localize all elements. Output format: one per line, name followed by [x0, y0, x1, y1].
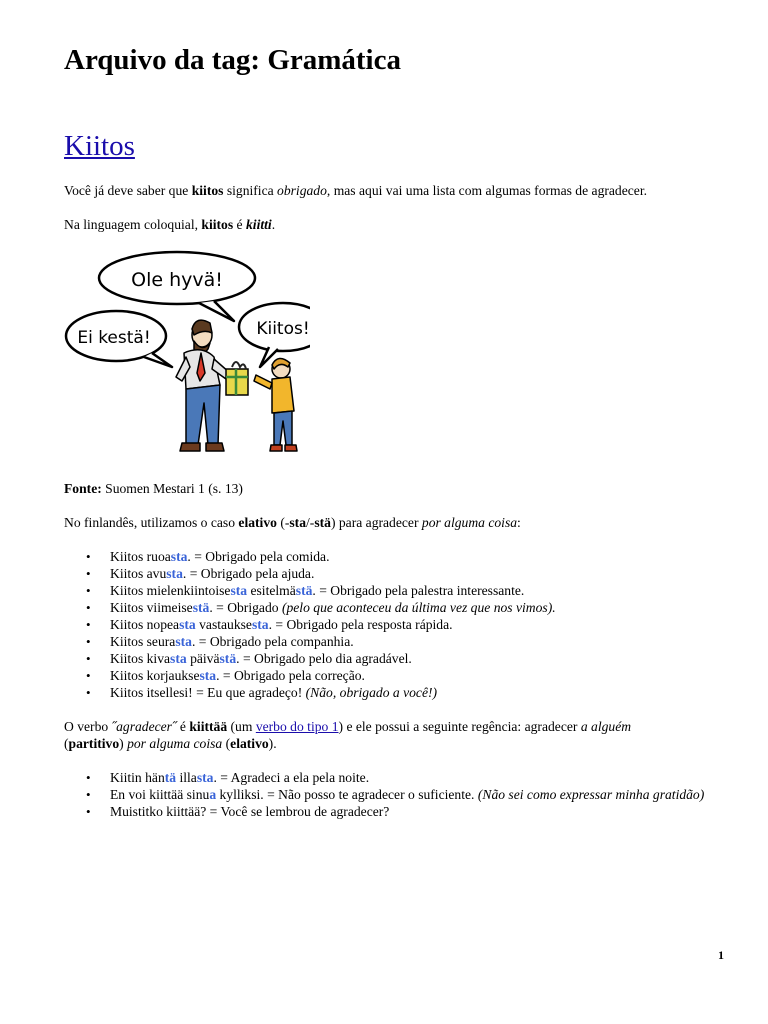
li-suffix: sta [170, 651, 187, 666]
li-text: illa [176, 770, 197, 785]
li-suffix: sta [230, 583, 248, 598]
li-text: . = Agradeci a ela pela noite. [213, 770, 370, 785]
li-text: . = Obrigado pelo dia agradável. [236, 651, 412, 666]
archive-prefix: Arquivo da tag: [64, 44, 268, 76]
kiitos-illustration [64, 249, 310, 459]
verb-examples-list [64, 769, 724, 820]
source-text: Suomen Mestari 1 (s. 13) [101, 481, 243, 496]
list-item [110, 565, 724, 582]
bubble-ole-hyva-text: Ole hyvä! [131, 269, 223, 291]
verb-e: (um [227, 719, 256, 734]
list-item [110, 803, 724, 820]
li-text: esitelmä [247, 583, 296, 598]
li-text: Muistitko kiittää? = Você se lembrou de agradecer? [110, 804, 390, 819]
li-text: Kiitos seura [110, 634, 176, 649]
list-item [110, 684, 724, 701]
li-text: . = Obrigado pela resposta rápida. [268, 617, 453, 632]
verb-elativo: elativo [230, 736, 269, 751]
source-paragraph [64, 480, 724, 497]
li-italic: (Não, obrigado a você!) [305, 685, 438, 700]
li-suffix: sta [166, 566, 183, 581]
intro-e: , mas aqui vai uma lista com algumas formas de agradecer. [326, 183, 648, 198]
colloquial-kiitos: kiitos [201, 217, 234, 232]
archive-heading [64, 40, 724, 80]
li-suffix: sta [175, 634, 192, 649]
page-number: 1 [718, 948, 724, 962]
li-text: En voi kiittää sinu [110, 787, 210, 802]
verb-j: ) [119, 736, 128, 751]
elative-a: No finlandês, utilizamos o caso [64, 515, 239, 530]
speech-bubble-kiitos [239, 303, 310, 367]
list-item [110, 769, 724, 786]
list-item [110, 616, 724, 633]
verb-g: a alguém [580, 719, 632, 734]
intro-paragraph [64, 182, 724, 199]
elative-h: por alguma coisa [421, 515, 518, 530]
post-title [64, 126, 724, 166]
verb-type-link[interactable]: verbo do tipo 1 [255, 719, 339, 734]
document-page [64, 40, 724, 820]
colloquial-a: Na linguagem coloquial, [64, 217, 202, 232]
elative-e: /- [306, 515, 315, 530]
list-item [110, 667, 724, 684]
list-item [110, 548, 724, 565]
verb-k: por alguma coisa [127, 736, 223, 751]
verb-kiittaa: kiittää [189, 719, 228, 734]
li-text: Kiitos avu [110, 566, 167, 581]
li-text: . = Obrigado pela palestra interessante. [312, 583, 525, 598]
elative-examples-list [64, 548, 724, 701]
verb-partitivo: partitivo [68, 736, 120, 751]
li-suffix: sta [251, 617, 269, 632]
li-text: . = Obrigado pela comida. [187, 549, 330, 564]
li-suffix: tä [164, 770, 177, 785]
man-figure [176, 320, 230, 451]
li-text: vastaukse [195, 617, 252, 632]
gift-box [226, 362, 248, 395]
li-suffix: stä [192, 600, 210, 615]
li-text: Kiitos ruoa [110, 549, 171, 564]
colloquial-paragraph [64, 216, 724, 233]
verb-n: ). [268, 736, 277, 751]
li-text: . = Obrigado pela ajuda. [182, 566, 315, 581]
intro-a: Você já deve saber que [64, 183, 192, 198]
elative-i: : [517, 515, 521, 530]
li-text: päivä [186, 651, 220, 666]
li-text: Kiitos viimeise [110, 600, 193, 615]
li-text: . = Obrigado [209, 600, 282, 615]
colloquial-c: é [233, 217, 246, 232]
post-title-link[interactable]: Kiitos [64, 130, 135, 162]
li-text: Kiitos nopea [110, 617, 180, 632]
elative-b: elativo [238, 515, 277, 530]
source-label: Fonte: [64, 481, 102, 496]
bubble-ei-kesta-text: Ei kestä! [77, 328, 151, 348]
li-italic: (pelo que aconteceu da última vez que nos vimos). [281, 600, 556, 615]
intro-obrigado: obrigado [277, 183, 327, 198]
verb-h: ( [64, 736, 69, 751]
verb-b: ˝agradecer˝ [111, 719, 177, 734]
elative-c: (- [276, 515, 290, 530]
li-suffix: a [209, 787, 217, 802]
li-text: . = Obrigado pela correção. [216, 668, 365, 683]
intro-c: significa [223, 183, 278, 198]
li-suffix: stä [295, 583, 313, 598]
list-item [110, 599, 724, 616]
speech-bubble-ei-kesta [66, 311, 172, 367]
verb-paragraph [64, 718, 724, 752]
list-item [110, 650, 724, 667]
intro-kiitos: kiitos [191, 183, 224, 198]
bubble-kiitos-text: Kiitos! [256, 319, 310, 339]
li-suffix: sta [170, 549, 188, 564]
li-text: kylliksi. = Não posso te agradecer o suficiente. [216, 787, 478, 802]
list-item [110, 786, 724, 803]
verb-l: ( [222, 736, 231, 751]
li-italic: (Não sei como expressar minha gratidão) [477, 787, 705, 802]
li-text: Kiitos mielenkiintoise [110, 583, 231, 598]
verb-f: ) e ele possui a seguinte regência: agradecer [338, 719, 581, 734]
verb-a: O verbo [64, 719, 112, 734]
li-text: Kiitos itsellesi! = Eu que agradeço! [110, 685, 306, 700]
elative-d: sta [289, 515, 307, 530]
list-item [110, 633, 724, 650]
verb-c: é [176, 719, 190, 734]
li-text: Kiitos kiva [110, 651, 171, 666]
elative-intro-paragraph [64, 514, 724, 531]
li-text: . = Obrigado pela companhia. [191, 634, 354, 649]
li-suffix: sta [196, 770, 214, 785]
li-text: Kiitin hän [110, 770, 165, 785]
li-suffix: sta [199, 668, 217, 683]
elative-g: ) para agradecer [330, 515, 422, 530]
archive-tag: Gramática [267, 44, 401, 76]
elative-f: stä [314, 515, 331, 530]
li-suffix: stä [219, 651, 237, 666]
li-text: Kiitos korjaukse [110, 668, 200, 683]
li-suffix: sta [179, 617, 196, 632]
child-figure [254, 358, 297, 451]
colloquial-e: . [271, 217, 276, 232]
list-item [110, 582, 724, 599]
colloquial-kiitti: kiitti [246, 217, 272, 232]
